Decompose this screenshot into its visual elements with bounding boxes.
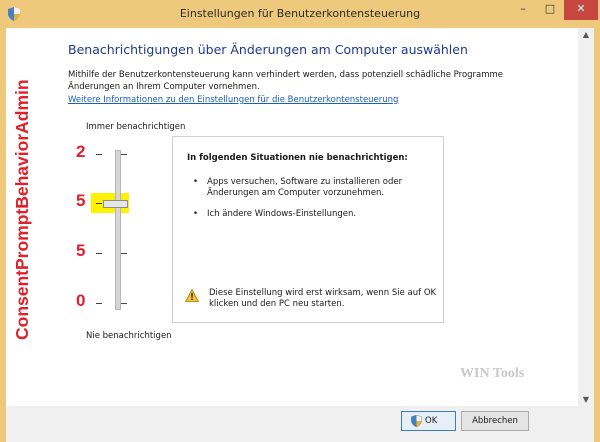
ok-button[interactable]	[401, 411, 456, 431]
slider-tick	[121, 154, 127, 155]
more-info-link[interactable]: Weitere Informationen zu den Einstellungen für die Benutzerkontensteuerung	[68, 95, 399, 105]
bullet-text: Ich ändere Windows-Einstellungen.	[207, 209, 357, 219]
bullet-icon: •	[193, 177, 199, 187]
close-button[interactable]: ✕	[564, 0, 598, 20]
scroll-down-icon[interactable]: ▼	[582, 395, 590, 404]
slider-track[interactable]	[115, 150, 121, 310]
watermark-logo: WIN Tools	[460, 366, 525, 381]
description-text: Mithilfe der Benutzerkontensteuerung kann verhindert werden, dass potenziell schädliche Programme Änderungen an Ihrem Computer vornehmen.	[68, 70, 504, 92]
level-value-4: 0	[76, 291, 86, 310]
cancel-button[interactable]: Abbrechen	[461, 411, 529, 431]
slider-tick	[121, 303, 127, 304]
title-bar	[0, 0, 600, 28]
bullet-icon: •	[193, 209, 199, 219]
info-panel	[172, 136, 444, 323]
bullet-text: Apps versuchen, Software zu installieren oder Änderungen am Computer vorzunehmen.	[207, 177, 403, 198]
vertical-scrollbar[interactable]	[578, 28, 594, 406]
slider-bottom-label: Nie benachrichtigen	[86, 331, 172, 341]
slider-thumb[interactable]	[103, 200, 128, 208]
page-heading: Benachrichtigungen über Änderungen am Computer auswählen	[68, 42, 468, 57]
slider-tick	[96, 303, 102, 304]
ok-button-label: OK	[425, 416, 438, 426]
level-value-2: 5	[76, 191, 86, 210]
slider-tick	[121, 253, 127, 254]
scroll-up-icon[interactable]: ▲	[582, 30, 590, 39]
slider-tick	[96, 154, 102, 155]
slider-top-label: Immer benachrichtigen	[86, 122, 186, 132]
registry-value-label: ConsentPromptBehaviorAdmin	[12, 79, 32, 340]
warning-icon	[185, 289, 199, 302]
warning-text: Diese Einstellung wird erst wirksam, wenn Sie auf OK klicken und den PC neu starten.	[209, 288, 437, 309]
level-value-3: 5	[76, 241, 86, 260]
window-frame-right	[594, 28, 600, 442]
slider-tick	[96, 253, 102, 254]
window-title: Einstellungen für Benutzerkontensteuerung	[179, 7, 421, 20]
level-value-1: 2	[76, 142, 86, 161]
minimize-button[interactable]: –	[520, 2, 526, 15]
shield-icon	[411, 415, 422, 427]
maximize-button[interactable]: □	[544, 2, 556, 15]
slider-tick	[96, 203, 102, 204]
info-title: In folgenden Situationen nie benachrichtigen:	[187, 153, 408, 163]
